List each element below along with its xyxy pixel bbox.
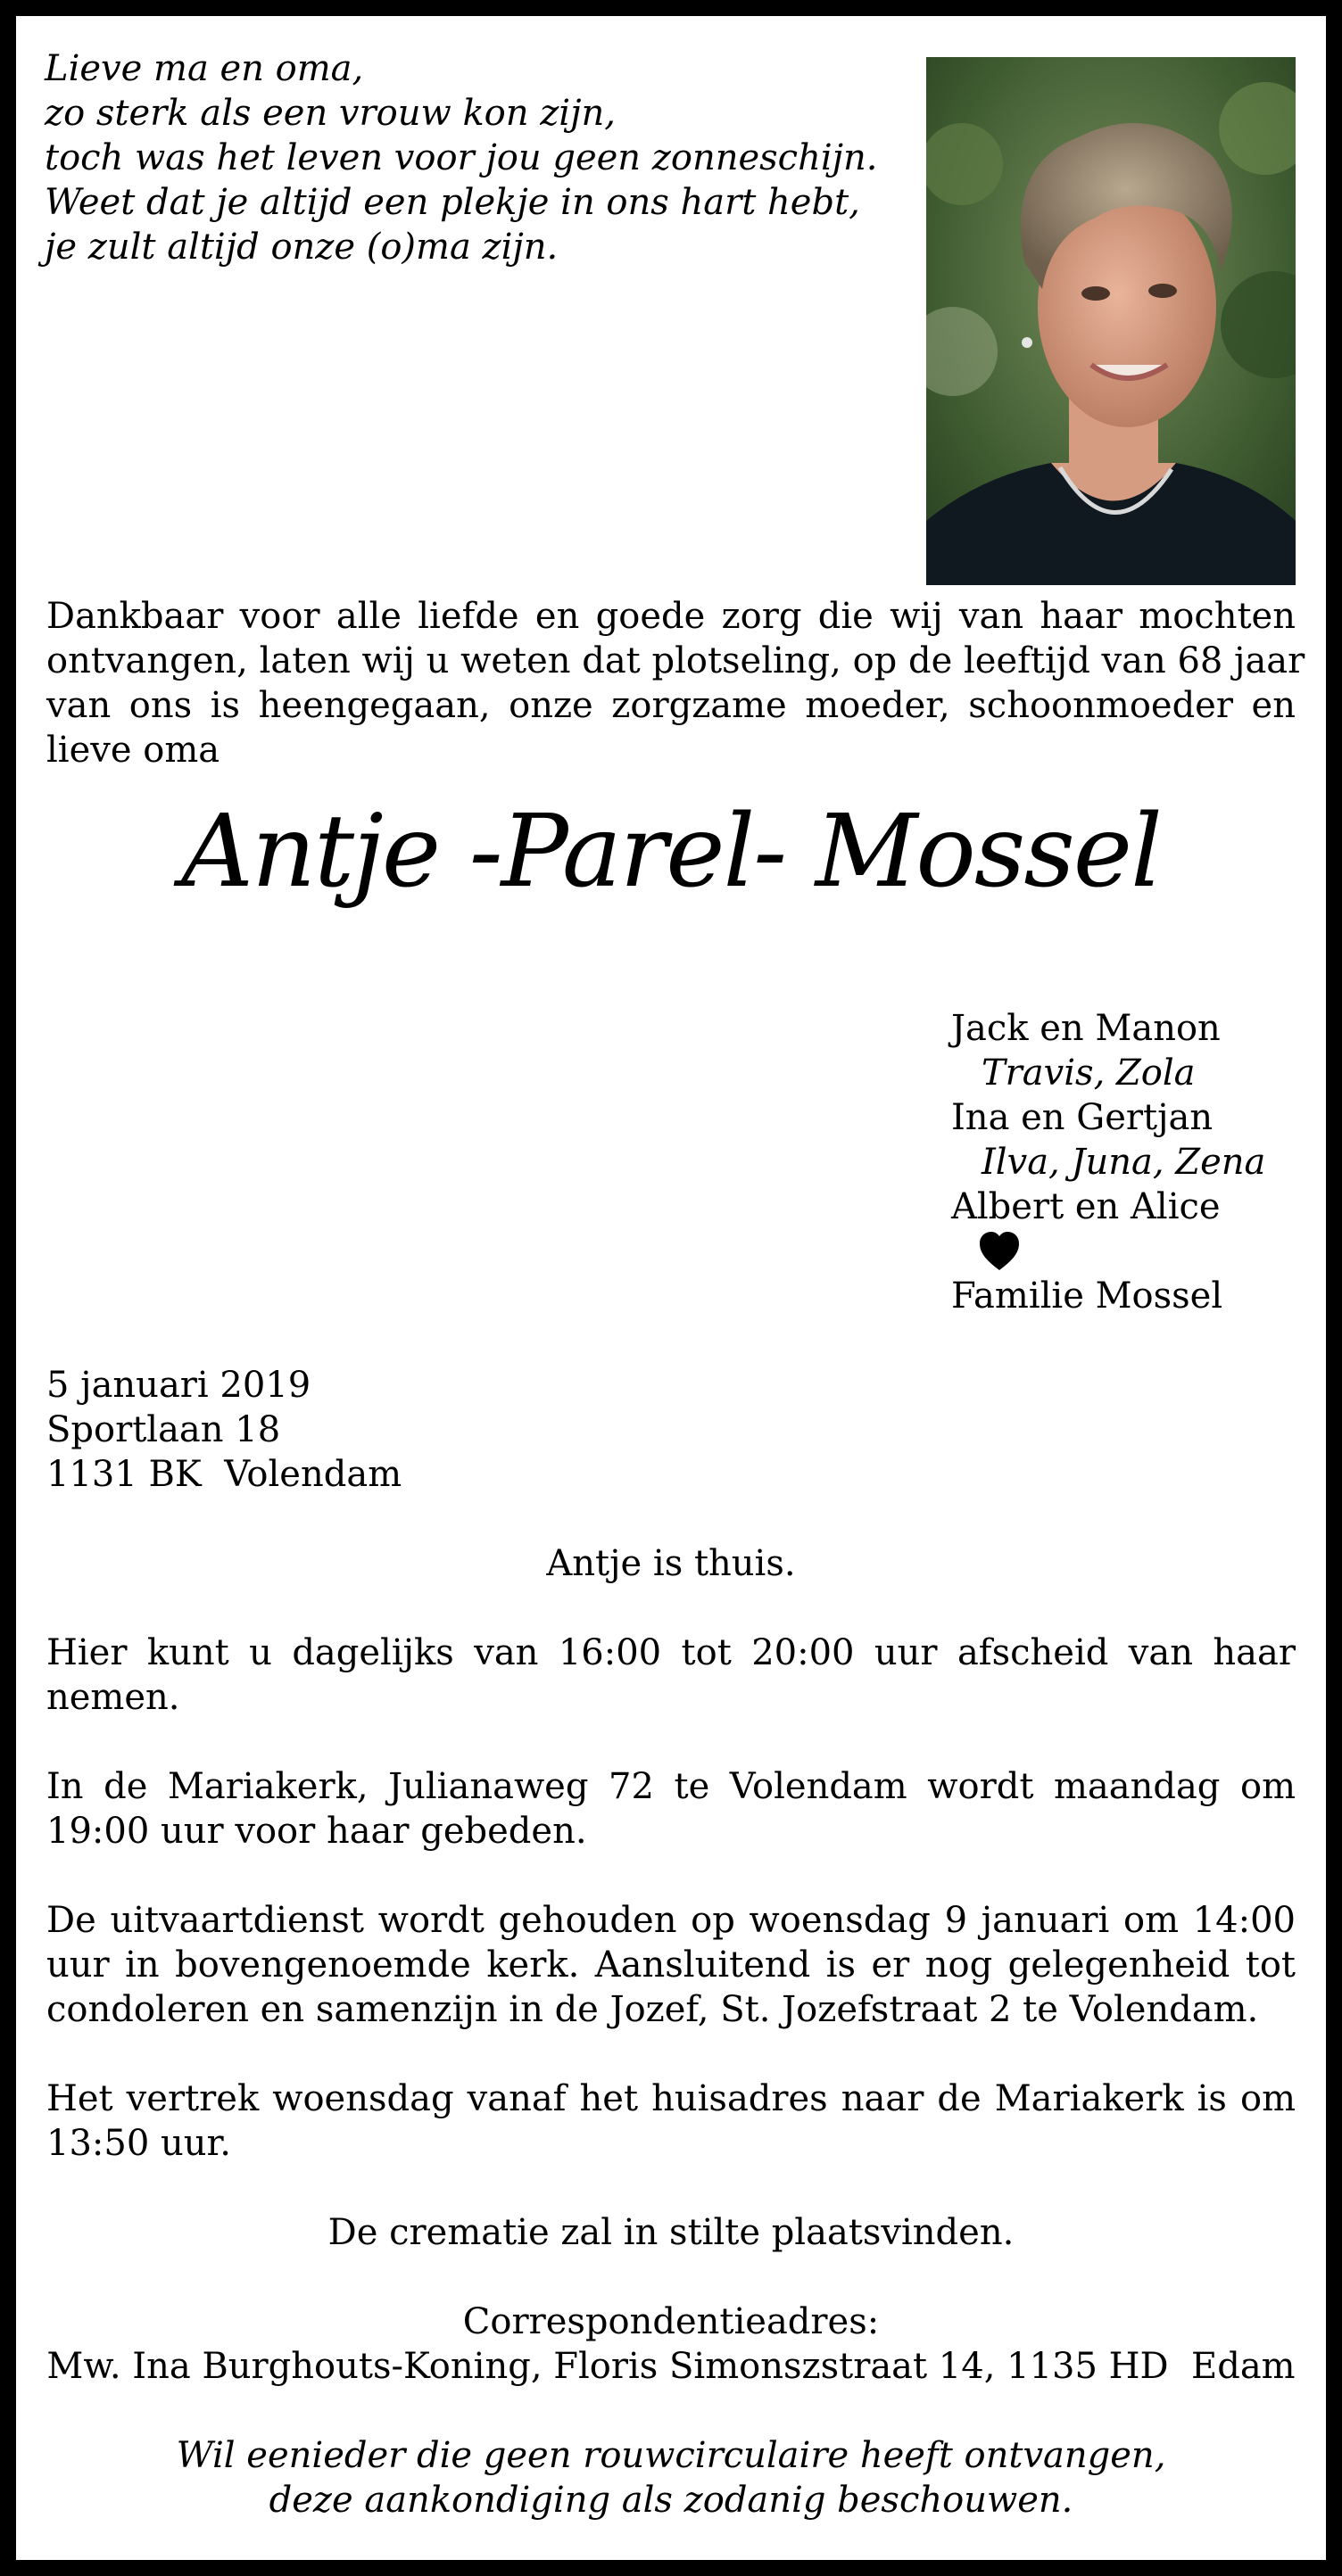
street: Sportlaan 18 [46, 1409, 281, 1450]
service-line: uur in bovengenoemde kerk. Aansluitend is er nog gelegenheid tot [46, 1944, 1296, 1986]
service-paragraph [46, 1898, 1296, 2032]
portrait-photo [926, 57, 1296, 585]
service-line: condoleren en samenzijn in de Jozef, St. Jozefstraat 2 te Volendam. [46, 1989, 1259, 2030]
visiting-line: nemen. [46, 1677, 180, 1718]
heart-icon [951, 1229, 1326, 1274]
poem-line: zo sterk als een vrouw kon zijn, [45, 93, 616, 134]
correspondence [46, 2299, 1296, 2389]
correspondence-label: Correspondentieadres: [462, 2301, 880, 2342]
poem-line: Weet dat je altijd een plekje in ons hart hebt, [45, 182, 860, 223]
visiting-line: Hier kunt u dagelijks van 16:00 tot 20:00 uur afscheid van haar [46, 1632, 1296, 1673]
intro-line: van ons is heengegaan, onze zorgzame moeder, schoonmoeder en [46, 685, 1296, 726]
family-grandchildren: Travis, Zola [982, 1053, 1196, 1094]
intro-line: Dankbaar voor alle liefde en goede zorg die wij van haar mochten [46, 596, 1296, 637]
postcode-city: 1131 BK Volendam [46, 1454, 402, 1495]
deceased-name: Antje -Parel- Mossel [181, 794, 1161, 910]
closing-note [46, 2433, 1296, 2522]
portrait-illustration [926, 57, 1296, 585]
intro-line: ontvangen, laten wij u weten dat plotseling, op de leeftijd van 68 jaar [46, 640, 1305, 681]
departure-line: 13:50 uur. [46, 2123, 231, 2164]
intro-paragraph [46, 594, 1305, 772]
family-couple: Ina en Gertjan [951, 1097, 1214, 1138]
visiting-paragraph [46, 1631, 1296, 1720]
prayer-paragraph [46, 1764, 1296, 1854]
at-home-text: Antje is thuis. [546, 1543, 796, 1584]
home-address [46, 1363, 671, 1497]
cremation-text: De crematie zal in stilte plaatsvinden. [327, 2212, 1015, 2253]
departure-line: Het vertrek woensdag vanaf het huisadres naar de Mariakerk is om [46, 2078, 1296, 2119]
departure-paragraph [46, 2076, 1296, 2166]
closing-line: deze aankondiging als zodanig beschouwen. [269, 2480, 1073, 2521]
family-couple: Albert en Alice [951, 1186, 1221, 1227]
closing-line: Wil eenieder die geen rouwcirculaire heeft ontvangen, [176, 2435, 1166, 2476]
service-line: De uitvaartdienst wordt gehouden op woensdag 9 januari om 14:00 [46, 1900, 1296, 1941]
prayer-line: In de Mariakerk, Julianaweg 72 te Volendam wordt maandag om [46, 1766, 1296, 1807]
intro-line: lieve oma [46, 730, 220, 771]
family-list [951, 1006, 1326, 1318]
family-name: Familie Mossel [951, 1276, 1223, 1317]
poem-line: Lieve ma en oma, [45, 48, 364, 89]
family-grandchildren: Ilva, Juna, Zena [982, 1142, 1266, 1183]
family-couple: Jack en Manon [951, 1008, 1221, 1049]
date-of-death: 5 januari 2019 [46, 1365, 311, 1406]
poem-line: toch was het leven voor jou geen zonneschijn. [45, 137, 878, 178]
prayer-line: 19:00 uur voor haar gebeden. [46, 1811, 587, 1852]
poem [45, 46, 901, 269]
poem-line: je zult altijd onze (o)ma zijn. [45, 227, 559, 268]
correspondence-address: Mw. Ina Burghouts-Koning, Floris Simonszstraat 14, 1135 HD Edam [46, 2346, 1296, 2387]
